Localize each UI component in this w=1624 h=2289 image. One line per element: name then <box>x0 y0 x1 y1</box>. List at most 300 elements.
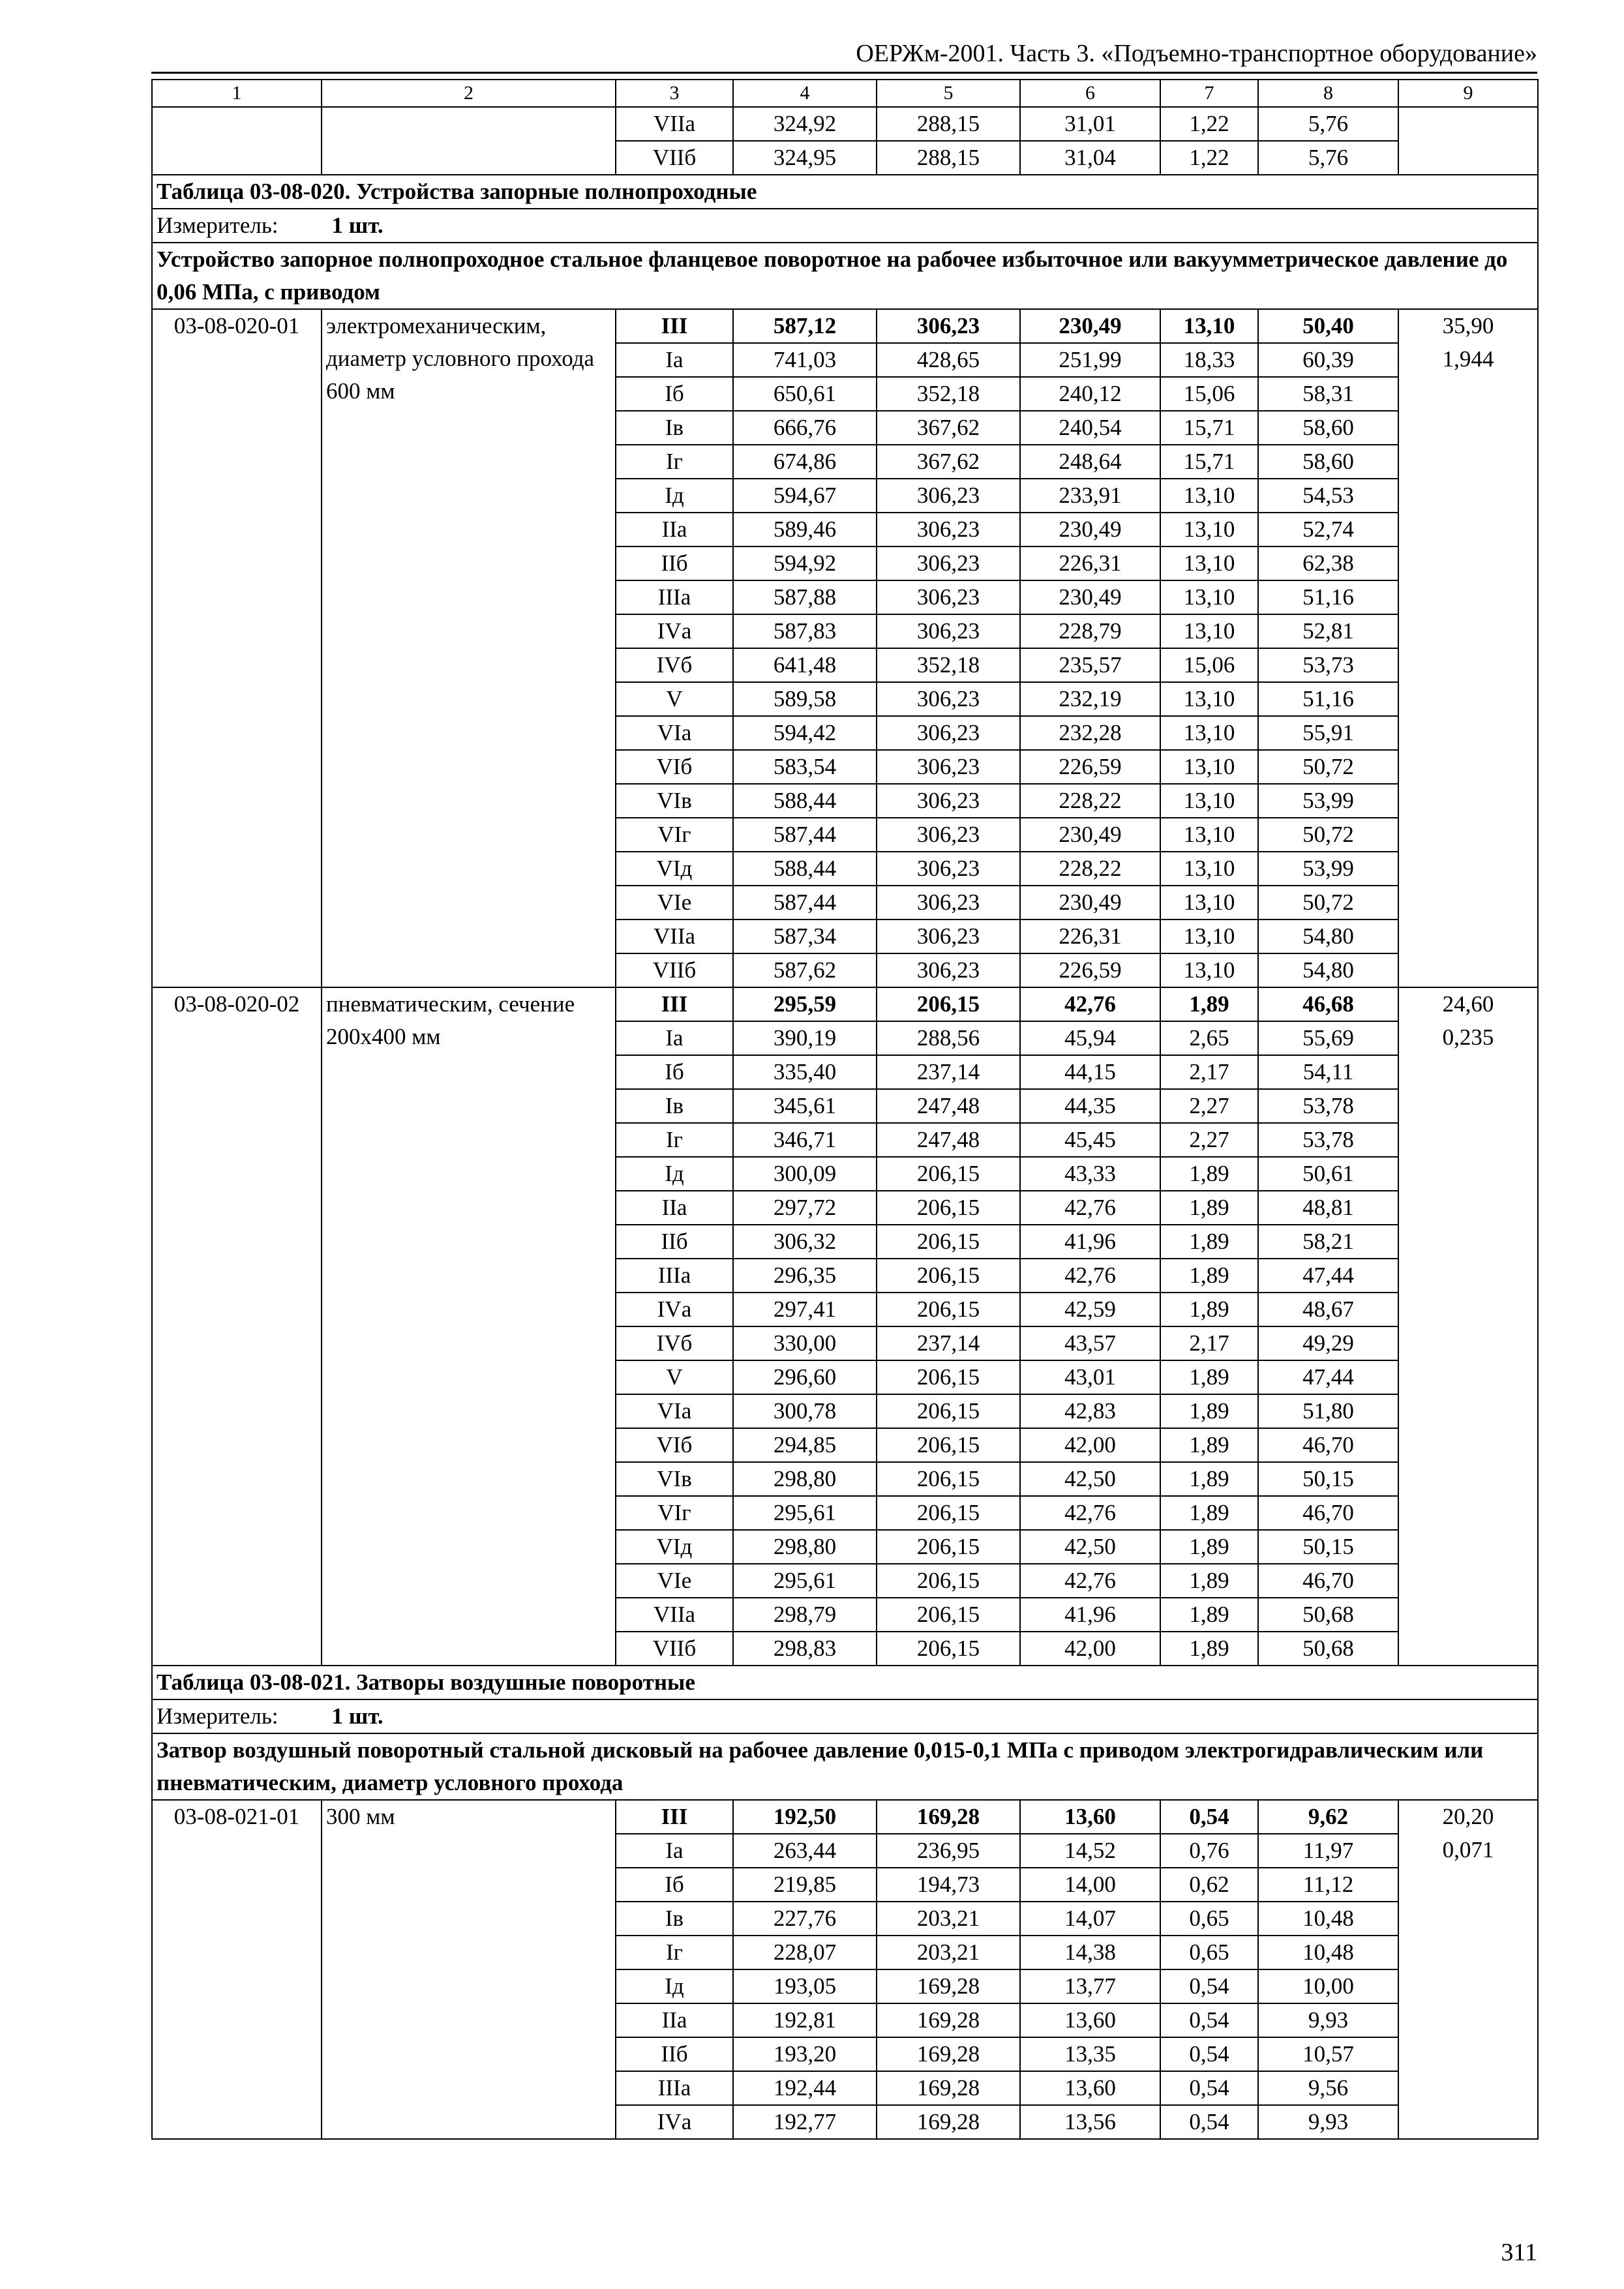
value-cell: 2,27 <box>1160 1123 1258 1157</box>
zone-cell: VIIа <box>616 1598 733 1632</box>
code-cell <box>152 107 322 175</box>
zone-cell: III <box>616 987 733 1021</box>
zone-cell: Iа <box>616 343 733 377</box>
value-cell: 15,06 <box>1160 377 1258 411</box>
value-cell: 50,40 <box>1258 309 1398 343</box>
value-cell: 1,89 <box>1160 1191 1258 1225</box>
total-cell: 1,944 <box>1398 343 1538 987</box>
measure-unit-row <box>152 209 1538 243</box>
zone-cell: IVа <box>616 614 733 648</box>
value-cell: 0,54 <box>1160 1800 1258 1834</box>
value-cell: 206,15 <box>877 1394 1020 1428</box>
value-cell: 306,23 <box>877 682 1020 716</box>
value-cell: 9,62 <box>1258 1800 1398 1834</box>
value-cell: 296,60 <box>733 1360 877 1394</box>
value-cell: 42,76 <box>1020 1259 1160 1293</box>
value-cell: 9,93 <box>1258 2003 1398 2037</box>
value-cell: 46,70 <box>1258 1428 1398 1462</box>
value-cell: 58,21 <box>1258 1225 1398 1259</box>
value-cell: 300,78 <box>733 1394 877 1428</box>
zone-cell: Iб <box>616 1055 733 1089</box>
value-cell: 1,89 <box>1160 1259 1258 1293</box>
value-cell: 206,15 <box>877 1428 1020 1462</box>
value-cell: 14,38 <box>1020 1936 1160 1969</box>
value-cell: 390,19 <box>733 1021 877 1055</box>
value-cell: 14,07 <box>1020 1902 1160 1936</box>
value-cell: 228,22 <box>1020 852 1160 886</box>
zone-cell: VIе <box>616 1564 733 1598</box>
column-number: 2 <box>322 80 616 107</box>
value-cell: 641,48 <box>733 648 877 682</box>
value-cell: 226,59 <box>1020 953 1160 987</box>
value-cell: 206,15 <box>877 1157 1020 1191</box>
value-cell: 206,15 <box>877 1293 1020 1326</box>
value-cell: 298,80 <box>733 1462 877 1496</box>
zone-cell: Iг <box>616 1936 733 1969</box>
code-cell: 03-08-020-02 <box>152 987 322 1666</box>
column-number: 4 <box>733 80 877 107</box>
value-cell: 48,81 <box>1258 1191 1398 1225</box>
value-cell: 55,91 <box>1258 716 1398 750</box>
value-cell: 13,10 <box>1160 784 1258 818</box>
zone-cell: VIIб <box>616 953 733 987</box>
zone-cell: VIа <box>616 716 733 750</box>
value-cell: 13,10 <box>1160 818 1258 852</box>
value-cell: 42,00 <box>1020 1428 1160 1462</box>
value-cell: 228,79 <box>1020 614 1160 648</box>
value-cell: 48,67 <box>1258 1293 1398 1326</box>
value-cell: 42,76 <box>1020 987 1160 1021</box>
value-cell: 51,16 <box>1258 682 1398 716</box>
zone-cell: VIIб <box>616 141 733 175</box>
value-cell: 2,27 <box>1160 1089 1258 1123</box>
value-cell: 42,76 <box>1020 1496 1160 1530</box>
value-cell: 9,93 <box>1258 2105 1398 2139</box>
value-cell: 1,89 <box>1160 1462 1258 1496</box>
value-cell: 298,83 <box>733 1632 877 1666</box>
table-body <box>152 80 1538 2139</box>
zone-cell: VIIа <box>616 107 733 141</box>
measure-label: Измеритель: <box>157 1703 278 1729</box>
value-cell: 367,62 <box>877 411 1020 445</box>
value-cell: 192,44 <box>733 2071 877 2105</box>
value-cell: 232,19 <box>1020 682 1160 716</box>
zone-cell: IIб <box>616 1225 733 1259</box>
value-cell: 13,10 <box>1160 614 1258 648</box>
value-cell: 1,89 <box>1160 1394 1258 1428</box>
value-cell: 2,17 <box>1160 1055 1258 1089</box>
value-cell: 587,44 <box>733 886 877 920</box>
value-cell: 43,57 <box>1020 1326 1160 1360</box>
value-cell: 298,80 <box>733 1530 877 1564</box>
value-cell: 13,10 <box>1160 852 1258 886</box>
zone-cell: IVб <box>616 648 733 682</box>
value-cell: 1,89 <box>1160 1428 1258 1462</box>
value-cell: 300,09 <box>733 1157 877 1191</box>
value-cell: 55,69 <box>1258 1021 1398 1055</box>
zone-cell: IIIа <box>616 1259 733 1293</box>
value-cell: 13,10 <box>1160 309 1258 343</box>
measure-unit-row <box>152 1699 1538 1733</box>
zone-cell: VIг <box>616 1496 733 1530</box>
value-cell: 741,03 <box>733 343 877 377</box>
table-title-row <box>152 175 1538 209</box>
group-heading: Затвор воздушный поворотный стальной дисковый на рабочее давление 0,015-0,1 МПа с приводом электрогидравлическим или пневматическим, диаметр условного прохода <box>152 1733 1538 1800</box>
group-row <box>152 1733 1538 1800</box>
total-cell <box>1398 107 1538 175</box>
value-cell: 587,44 <box>733 818 877 852</box>
value-cell: 52,81 <box>1258 614 1398 648</box>
value-cell: 288,56 <box>877 1021 1020 1055</box>
value-cell: 47,44 <box>1258 1259 1398 1293</box>
value-cell: 587,34 <box>733 920 877 953</box>
value-cell: 588,44 <box>733 852 877 886</box>
zone-cell: III <box>616 309 733 343</box>
value-cell: 169,28 <box>877 2037 1020 2071</box>
value-cell: 50,15 <box>1258 1462 1398 1496</box>
value-cell: 230,49 <box>1020 580 1160 614</box>
value-cell: 228,07 <box>733 1936 877 1969</box>
zone-cell: VIд <box>616 852 733 886</box>
table-row <box>152 107 1538 141</box>
value-cell: 13,60 <box>1020 1800 1160 1834</box>
value-cell: 13,10 <box>1160 920 1258 953</box>
value-cell: 1,89 <box>1160 1157 1258 1191</box>
value-cell: 10,57 <box>1258 2037 1398 2071</box>
value-cell: 31,01 <box>1020 107 1160 141</box>
zone-cell: VIе <box>616 886 733 920</box>
description-cell <box>322 107 616 175</box>
value-cell: 13,10 <box>1160 580 1258 614</box>
measure-row <box>152 1699 1538 1733</box>
value-cell: 587,83 <box>733 614 877 648</box>
zone-cell: VIб <box>616 750 733 784</box>
zone-cell: IVа <box>616 2105 733 2139</box>
value-cell: 206,15 <box>877 1462 1020 1496</box>
value-cell: 42,76 <box>1020 1191 1160 1225</box>
value-cell: 1,89 <box>1160 1293 1258 1326</box>
value-cell: 44,15 <box>1020 1055 1160 1089</box>
value-cell: 650,61 <box>733 377 877 411</box>
value-cell: 13,10 <box>1160 682 1258 716</box>
value-cell: 235,57 <box>1020 648 1160 682</box>
value-cell: 306,23 <box>877 546 1020 580</box>
value-cell: 13,10 <box>1160 750 1258 784</box>
value-cell: 58,60 <box>1258 411 1398 445</box>
value-cell: 240,12 <box>1020 377 1160 411</box>
price-table <box>151 79 1539 2140</box>
value-cell: 169,28 <box>877 2071 1020 2105</box>
value-cell: 50,68 <box>1258 1598 1398 1632</box>
value-cell: 247,48 <box>877 1123 1020 1157</box>
value-cell: 50,72 <box>1258 750 1398 784</box>
zone-cell: Iд <box>616 479 733 513</box>
value-cell: 324,92 <box>733 107 877 141</box>
value-cell: 206,15 <box>877 1191 1020 1225</box>
value-cell: 306,32 <box>733 1225 877 1259</box>
column-numbers-row <box>152 80 1538 107</box>
value-cell: 230,49 <box>1020 309 1160 343</box>
zone-cell: VIв <box>616 1462 733 1496</box>
value-cell: 5,76 <box>1258 107 1398 141</box>
zone-cell: Iв <box>616 1902 733 1936</box>
value-cell: 53,99 <box>1258 784 1398 818</box>
value-cell: 169,28 <box>877 1969 1020 2003</box>
value-cell: 42,00 <box>1020 1632 1160 1666</box>
page-header <box>151 38 1537 74</box>
value-cell: 45,94 <box>1020 1021 1160 1055</box>
value-cell: 11,97 <box>1258 1834 1398 1868</box>
value-cell: 0,54 <box>1160 2037 1258 2071</box>
zone-cell: Iг <box>616 445 733 479</box>
value-cell: 193,20 <box>733 2037 877 2071</box>
value-cell: 232,28 <box>1020 716 1160 750</box>
value-cell: 233,91 <box>1020 479 1160 513</box>
value-cell: 298,79 <box>733 1598 877 1632</box>
value-cell: 288,15 <box>877 107 1020 141</box>
value-cell: 666,76 <box>733 411 877 445</box>
value-cell: 13,10 <box>1160 953 1258 987</box>
zone-cell: IIа <box>616 2003 733 2037</box>
value-cell: 0,62 <box>1160 1868 1258 1902</box>
value-cell: 230,49 <box>1020 513 1160 546</box>
value-cell: 206,15 <box>877 1259 1020 1293</box>
value-cell: 583,54 <box>733 750 877 784</box>
value-cell: 588,44 <box>733 784 877 818</box>
value-cell: 1,22 <box>1160 107 1258 141</box>
zone-cell: VIа <box>616 1394 733 1428</box>
value-cell: 594,67 <box>733 479 877 513</box>
value-cell: 10,48 <box>1258 1902 1398 1936</box>
value-cell: 13,60 <box>1020 2071 1160 2105</box>
value-cell: 1,89 <box>1160 1598 1258 1632</box>
value-cell: 13,77 <box>1020 1969 1160 2003</box>
table-title-row <box>152 1666 1538 1699</box>
value-cell: 53,73 <box>1258 648 1398 682</box>
value-cell: 306,23 <box>877 852 1020 886</box>
value-cell: 13,60 <box>1020 2003 1160 2037</box>
value-cell: 13,35 <box>1020 2037 1160 2071</box>
value-cell: 2,65 <box>1160 1021 1258 1055</box>
value-cell: 346,71 <box>733 1123 877 1157</box>
zone-cell: Iг <box>616 1123 733 1157</box>
value-cell: 295,59 <box>733 987 877 1021</box>
value-cell: 226,31 <box>1020 546 1160 580</box>
zone-cell: Iа <box>616 1021 733 1055</box>
value-cell: 49,29 <box>1258 1326 1398 1360</box>
value-cell: 306,23 <box>877 479 1020 513</box>
value-cell: 206,15 <box>877 1632 1020 1666</box>
value-cell: 51,80 <box>1258 1394 1398 1428</box>
table-row <box>152 987 1538 1021</box>
value-cell: 226,59 <box>1020 750 1160 784</box>
value-cell: 297,41 <box>733 1293 877 1326</box>
value-cell: 251,99 <box>1020 343 1160 377</box>
column-number: 3 <box>616 80 733 107</box>
value-cell: 13,10 <box>1160 546 1258 580</box>
total-cell: 35,90 <box>1398 309 1538 343</box>
column-number: 9 <box>1398 80 1538 107</box>
value-cell: 0,65 <box>1160 1936 1258 1969</box>
value-cell: 192,50 <box>733 1800 877 1834</box>
zone-cell: IIа <box>616 513 733 546</box>
value-cell: 193,05 <box>733 1969 877 2003</box>
group-heading: Устройство запорное полнопроходное стальное фланцевое поворотное на рабочее избыточное или вакуумметрическое давление до 0,06 МПа, с приводом <box>152 243 1538 309</box>
value-cell: 296,35 <box>733 1259 877 1293</box>
zone-cell: VIд <box>616 1530 733 1564</box>
value-cell: 53,78 <box>1258 1089 1398 1123</box>
value-cell: 53,99 <box>1258 852 1398 886</box>
column-number: 5 <box>877 80 1020 107</box>
value-cell: 294,85 <box>733 1428 877 1462</box>
table-title: Таблица 03-08-021. Затворы воздушные поворотные <box>152 1666 1538 1699</box>
value-cell: 306,23 <box>877 920 1020 953</box>
zone-cell: Iд <box>616 1969 733 2003</box>
value-cell: 306,23 <box>877 309 1020 343</box>
total-cell: 0,071 <box>1398 1834 1538 2139</box>
zone-cell: VIг <box>616 818 733 852</box>
column-number: 1 <box>152 80 322 107</box>
zone-cell: IVа <box>616 1293 733 1326</box>
zone-cell: V <box>616 1360 733 1394</box>
value-cell: 51,16 <box>1258 580 1398 614</box>
value-cell: 367,62 <box>877 445 1020 479</box>
value-cell: 345,61 <box>733 1089 877 1123</box>
zone-cell: Iв <box>616 1089 733 1123</box>
measure-row <box>152 209 1538 243</box>
value-cell: 306,23 <box>877 953 1020 987</box>
page-number: 311 <box>1501 2239 1537 2266</box>
value-cell: 43,01 <box>1020 1360 1160 1394</box>
zone-cell: VIб <box>616 1428 733 1462</box>
value-cell: 306,23 <box>877 513 1020 546</box>
value-cell: 58,31 <box>1258 377 1398 411</box>
zone-cell: IIа <box>616 1191 733 1225</box>
value-cell: 589,58 <box>733 682 877 716</box>
value-cell: 50,72 <box>1258 886 1398 920</box>
description-cell: электромеханическим, диаметр условного прохода 600 мм <box>322 309 616 987</box>
value-cell: 352,18 <box>877 648 1020 682</box>
column-number: 6 <box>1020 80 1160 107</box>
value-cell: 44,35 <box>1020 1089 1160 1123</box>
value-cell: 1,89 <box>1160 987 1258 1021</box>
value-cell: 206,15 <box>877 1360 1020 1394</box>
value-cell: 14,52 <box>1020 1834 1160 1868</box>
value-cell: 306,23 <box>877 886 1020 920</box>
value-cell: 0,65 <box>1160 1902 1258 1936</box>
value-cell: 352,18 <box>877 377 1020 411</box>
value-cell: 219,85 <box>733 1868 877 1902</box>
zone-cell: III <box>616 1800 733 1834</box>
zone-cell: Iб <box>616 1868 733 1902</box>
value-cell: 587,12 <box>733 309 877 343</box>
value-cell: 0,54 <box>1160 1969 1258 2003</box>
value-cell: 206,15 <box>877 987 1020 1021</box>
value-cell: 674,86 <box>733 445 877 479</box>
total-cell: 24,60 <box>1398 987 1538 1021</box>
value-cell: 428,65 <box>877 343 1020 377</box>
value-cell: 240,54 <box>1020 411 1160 445</box>
measure-unit: 1 шт. <box>331 1703 383 1729</box>
value-cell: 248,64 <box>1020 445 1160 479</box>
value-cell: 0,54 <box>1160 2003 1258 2037</box>
value-cell: 54,11 <box>1258 1055 1398 1089</box>
value-cell: 306,23 <box>877 818 1020 852</box>
value-cell: 206,15 <box>877 1598 1020 1632</box>
value-cell: 46,70 <box>1258 1564 1398 1598</box>
value-cell: 330,00 <box>733 1326 877 1360</box>
value-cell: 13,56 <box>1020 2105 1160 2139</box>
value-cell: 1,89 <box>1160 1225 1258 1259</box>
value-cell: 13,10 <box>1160 716 1258 750</box>
zone-cell: Iа <box>616 1834 733 1868</box>
value-cell: 203,21 <box>877 1936 1020 1969</box>
value-cell: 54,53 <box>1258 479 1398 513</box>
value-cell: 1,89 <box>1160 1360 1258 1394</box>
value-cell: 297,72 <box>733 1191 877 1225</box>
value-cell: 2,17 <box>1160 1326 1258 1360</box>
value-cell: 15,71 <box>1160 411 1258 445</box>
value-cell: 46,70 <box>1258 1496 1398 1530</box>
value-cell: 237,14 <box>877 1055 1020 1089</box>
value-cell: 41,96 <box>1020 1598 1160 1632</box>
value-cell: 10,48 <box>1258 1936 1398 1969</box>
zone-cell: IIб <box>616 546 733 580</box>
value-cell: 306,23 <box>877 580 1020 614</box>
column-number: 8 <box>1258 80 1398 107</box>
zone-cell: VIIа <box>616 920 733 953</box>
value-cell: 46,68 <box>1258 987 1398 1021</box>
zone-cell: Iб <box>616 377 733 411</box>
value-cell: 230,49 <box>1020 818 1160 852</box>
value-cell: 206,15 <box>877 1496 1020 1530</box>
value-cell: 295,61 <box>733 1496 877 1530</box>
value-cell: 42,59 <box>1020 1293 1160 1326</box>
value-cell: 594,42 <box>733 716 877 750</box>
value-cell: 306,23 <box>877 750 1020 784</box>
column-number: 7 <box>1160 80 1258 107</box>
value-cell: 50,68 <box>1258 1632 1398 1666</box>
value-cell: 15,71 <box>1160 445 1258 479</box>
value-cell: 226,31 <box>1020 920 1160 953</box>
value-cell: 594,92 <box>733 546 877 580</box>
value-cell: 589,46 <box>733 513 877 546</box>
value-cell: 42,76 <box>1020 1564 1160 1598</box>
zone-cell: V <box>616 682 733 716</box>
zone-cell: VIв <box>616 784 733 818</box>
table-row <box>152 1800 1538 1834</box>
value-cell: 288,15 <box>877 141 1020 175</box>
zone-cell: VIIб <box>616 1632 733 1666</box>
measure-label: Измеритель: <box>157 213 278 238</box>
zone-cell: IIIа <box>616 2071 733 2105</box>
value-cell: 50,61 <box>1258 1157 1398 1191</box>
value-cell: 50,15 <box>1258 1530 1398 1564</box>
value-cell: 169,28 <box>877 2003 1020 2037</box>
value-cell: 237,14 <box>877 1326 1020 1360</box>
value-cell: 306,23 <box>877 784 1020 818</box>
value-cell: 54,80 <box>1258 953 1398 987</box>
value-cell: 194,73 <box>877 1868 1020 1902</box>
value-cell: 62,38 <box>1258 546 1398 580</box>
code-cell: 03-08-020-01 <box>152 309 322 987</box>
zone-cell: Iв <box>616 411 733 445</box>
value-cell: 52,74 <box>1258 513 1398 546</box>
total-cell: 20,20 <box>1398 1800 1538 1834</box>
zone-cell: IVб <box>616 1326 733 1360</box>
value-cell: 228,22 <box>1020 784 1160 818</box>
value-cell: 1,89 <box>1160 1632 1258 1666</box>
